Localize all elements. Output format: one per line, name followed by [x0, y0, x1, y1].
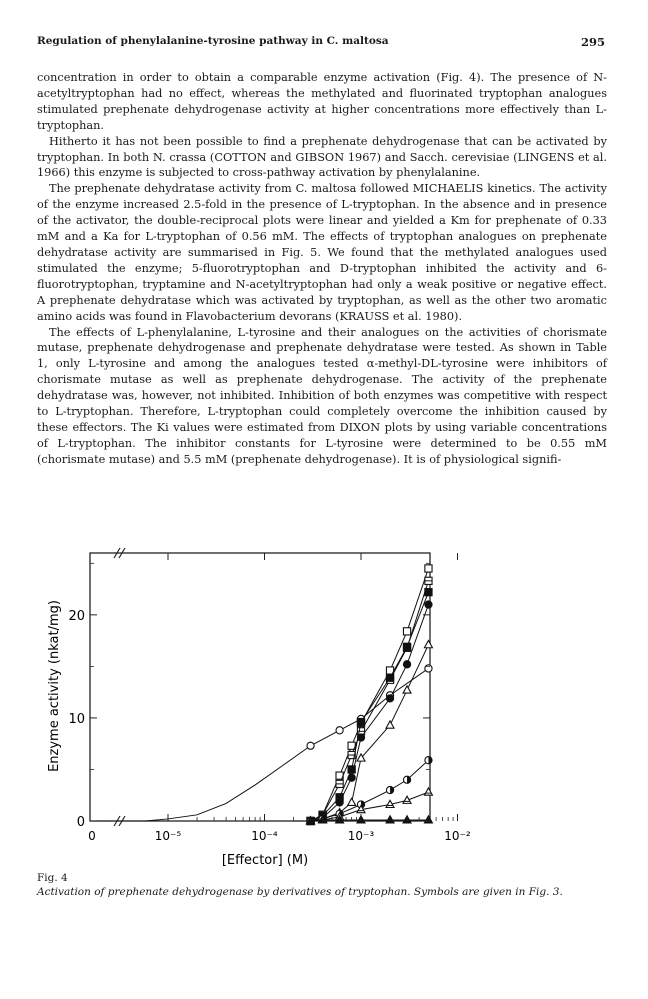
data-point: [403, 776, 410, 783]
data-point: [386, 695, 393, 702]
body-text: [37, 70, 607, 468]
running-title: Regulation of phenylalanine-tyrosine pathway in C. maltosa: [37, 35, 389, 47]
y-axis-label: Enzyme activity (nkat/mg): [47, 600, 62, 772]
plot-frame: [90, 548, 430, 826]
paragraph: concentration in order to obtain a comparable enzyme activation (Fig. 4). The presence of N-acetyltryptophan had no effect, whereas the methylated and fluorinated tryptophan analogues stimulated prephenate dehydrogenase activity at higher concentrations more effectively than L-tryptophan.: [37, 71, 607, 132]
series-square-with-line: [294, 577, 433, 824]
data-point: [336, 780, 343, 787]
page-number: 295: [580, 35, 605, 49]
data-point: [425, 601, 432, 608]
plot-border: [90, 553, 430, 821]
x-tick-label: 10⁻²: [444, 829, 471, 843]
y-tick-label: 20: [68, 608, 85, 624]
activation-chart: [30, 536, 471, 876]
data-point: [307, 742, 314, 749]
series-layer: [92, 565, 432, 825]
data-point: [425, 577, 432, 584]
running-header: [37, 35, 605, 51]
data-point: [336, 799, 343, 806]
series-filled-square: [294, 589, 433, 825]
series-half-filled-circle: [294, 757, 433, 825]
data-point: [357, 734, 364, 741]
y-tick-label: 10: [68, 711, 85, 727]
x-axis-label: [Effector] (M): [221, 853, 309, 868]
paragraph: The effects of L-phenylalanine, L-tyrosine and their analogues on the activities of chorismate mutase, prephenate dehydrogenase and prephenate dehydratase were tested. As shown in Table 1, only L-tyrosine and among the analogues tested α-methyl-DL-tyrosine were inhibitors of chorismate mutase as well as prephenate dehydrogenase. The activity of the prephenate dehydratase was, however, not inhibited. Inhibition of both enzymes was competitive with respect to L-tryptophan. Therefore, L-tryptophan could completely overcome the inhibition caused by these effectors. The Ki values were estimated from DIXON plots by using variable concentrations of L-tryptophan. The inhibitor constants for L-tyrosine were determined to be 0.55 mM (chorismate mutase) and 5.5 mM (prephenate dehydrogenase). It is of physiological signifi-: [37, 325, 607, 466]
paragraph: Hitherto it has not been possible to find a prephenate dehydrogenase that can be activated by tryptophan. In both N. crassa (COTTON and GIBSON 1967) and Sacch. cerevisiae (LINGENS et al. 1966) this enzyme is subjected to cross-pathway activation by phenylalanine.: [37, 134, 607, 180]
data-point: [348, 774, 355, 781]
data-point: [357, 718, 364, 725]
data-point: [425, 565, 432, 572]
x-tick-label: 10⁻⁵: [154, 829, 182, 843]
series-open-circle: [92, 665, 432, 821]
paragraph: The prephenate dehydratase activity from C. maltosa followed MICHAELIS kinetics. The activity of the enzyme increased 2.5-fold in the presence of L-tryptophan. In the absence and in presence of the activator, the double-reciprocal plots were linear and yielded a Km for prephenate of 0.33 mM and a Ka for L-tryptophan of 0.56 mM. The effects of tryptophan analogues on prephenate dehydratase activity are summarised in Fig. 5. We found that the methylated analogues used stimulated the enzyme; 5-fluorotryptophan and D-tryptophan inhibited the activity and 6-fluorotryptophan, tryptamine and N-acetyltryptophan had only a weak positive or negative effect. A prephenate dehydratase which was activated by tryptophan, as well as the other two aromatic amino acids was found in Flavobacterium devorans (KRAUSS et al. 1980).: [37, 182, 607, 323]
data-point: [348, 798, 356, 805]
data-point: [403, 643, 410, 650]
data-point: [403, 686, 411, 693]
figure-4: [30, 536, 471, 876]
x-tick-label: 10⁻⁴: [251, 829, 278, 843]
figure-caption: [37, 871, 607, 899]
series-open-square: [294, 565, 433, 825]
series-line: [294, 605, 429, 821]
data-point: [386, 721, 394, 728]
data-point: [425, 589, 432, 596]
data-point: [424, 641, 432, 648]
data-point: [425, 665, 432, 672]
data-point: [403, 661, 410, 668]
x-tick-label: 0: [88, 829, 96, 843]
data-point: [336, 727, 343, 734]
data-point: [424, 788, 432, 795]
data-point: [425, 757, 432, 764]
caption-label: Fig. 4: [37, 872, 68, 884]
caption-text: Activation of prephenate dehydrogenase by derivatives of tryptophan. Symbols are given in Fig. 3.: [37, 886, 563, 898]
data-point: [403, 628, 410, 635]
y-tick-label: 0: [76, 815, 85, 830]
x-tick-label: 10⁻³: [347, 829, 375, 843]
data-point: [386, 786, 393, 793]
data-point: [386, 674, 393, 681]
data-point-outline: [424, 788, 432, 795]
series-line: [294, 581, 429, 821]
